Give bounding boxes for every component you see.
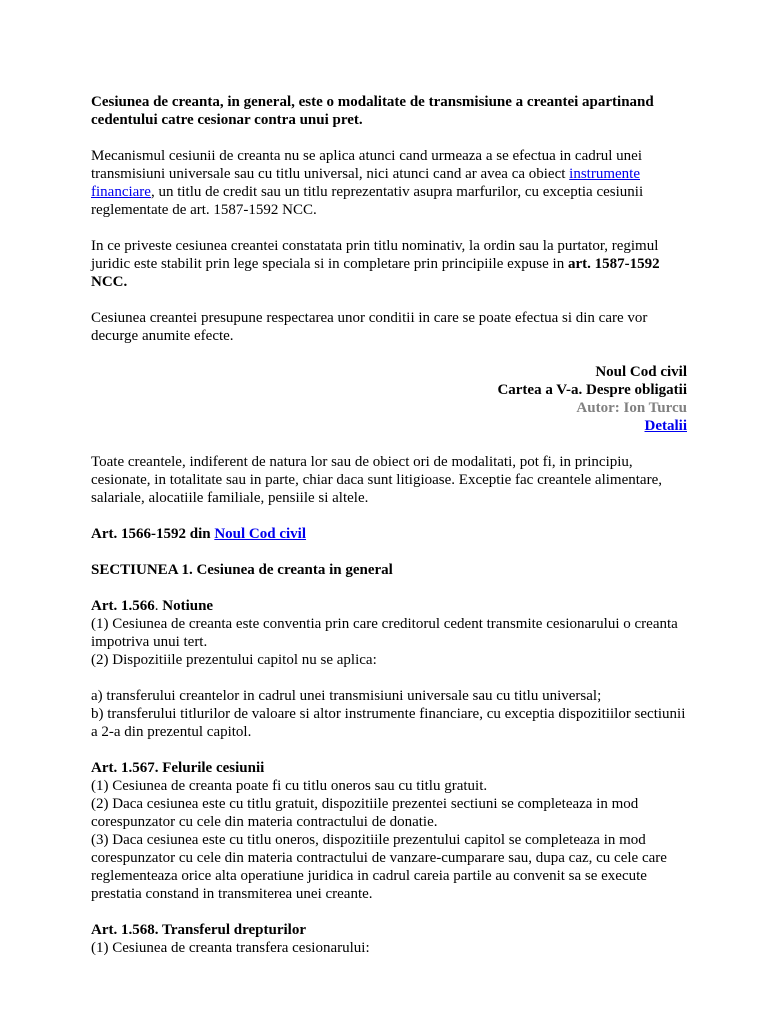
book-promo [91, 363, 687, 435]
article-1567-p1: (1) Cesiunea de creanta poate fi cu titlu oneros sau cu titlu gratuit. [91, 778, 488, 794]
article-1566 [91, 597, 687, 669]
intro-bold-text: Cesiunea de creanta, in general, este o modalitate de transmisiune a creantei apartinand cedentului catre cesionar contra unui pret. [91, 94, 654, 128]
scope-text-before: Mecanismul cesiunii de creanta nu se aplica atunci cand urmeaza a se efectua in cadrul unei transmisiuni universale sau cu titlu universal, nici atunci cand ar avea ca obiect [91, 148, 642, 182]
article-1567-p3: (3) Daca cesiunea este cu titlu oneros, dispozitiile prezentului capitol se completeaza in mod corespunzator cu cele din materia contractului de vanzare-cumparare sau, dupa caz, cu cele care reglementeaza orice alta operatiune juridica in cadrul careia partile au convenit sa se execute prestatia constand in transmiterea unei creante. [91, 832, 667, 902]
noul-cod-civil-link-label: Noul Cod civil [214, 526, 307, 542]
article-1566-sep: . [154, 598, 163, 614]
book-author: Autor: Ion Turcu [576, 400, 687, 416]
book-title: Noul Cod civil [595, 364, 687, 380]
exceptions-paragraph [91, 453, 687, 507]
article-1567-heading: Art. 1.567. Felurile cesiunii [91, 760, 265, 776]
article-1566-title: Notiune [162, 598, 214, 614]
details-link-label: Detalii [644, 418, 687, 434]
article-1567 [91, 759, 687, 903]
instrumente-financiare-link[interactable]: instrumente financiare [91, 166, 640, 200]
conditions-text: Cesiunea creantei presupune respectarea unor conditii in care se poate efectua si din care vor decurge anumite efecte. [91, 310, 648, 344]
conditions-paragraph [91, 309, 687, 345]
article-1566-p2: (2) Dispozitiile prezentului capitol nu se aplica: [91, 652, 377, 668]
section-title: SECTIUNEA 1. Cesiunea de creanta in general [91, 562, 393, 578]
section-heading [91, 561, 687, 579]
articles-ref-text: Art. 1566-1592 din [91, 526, 215, 542]
article-1566-item-a: a) transferului creantelor in cadrul unei transmisiuni universale sau cu titlu universal; [91, 688, 602, 704]
article-1566-heading [91, 597, 687, 615]
article-1566-list [91, 687, 687, 741]
scope-text-after: , un titlu de credit sau un titlu reprezentativ asupra marfurilor, cu exceptia cesiunii reglementate de art. 1587-1592 NCC. [91, 184, 644, 218]
intro-paragraph [91, 93, 687, 129]
regime-paragraph [91, 237, 687, 291]
article-1566-item-b: b) transferului titlurilor de valoare si altor instrumente financiare, cu exceptia dispozitiilor sectiunii a 2-a din prezentul capitol. [91, 706, 686, 740]
exceptions-text: Toate creantele, indiferent de natura lor sau de obiect ori de modalitati, pot fi, in principiu, cesionate, in totalitate sau in parte, chiar daca sunt litigioase. Exceptie fac creantele alimentare, salariale, alocatiile familiale, pensiile si altele. [91, 454, 662, 506]
document-body [91, 93, 687, 957]
article-1568 [91, 921, 687, 957]
article-1566-p1: (1) Cesiunea de creanta este conventia prin care creditorul cedent transmite cesionarului o creanta impotriva unui tert. [91, 616, 678, 650]
regime-text: In ce priveste cesiunea creantei constatata prin titlu nominativ, la ordin sau la purtator, regimul juridic este stabilit prin lege speciala si in completare prin principiile expuse in [91, 238, 659, 272]
articles-reference [91, 525, 687, 543]
article-1566-number: Art. 1.566 [91, 598, 155, 614]
article-1568-heading: Art. 1.568. Transferul drepturilor [91, 922, 306, 938]
regime-bold-ref: art. 1587-1592 NCC. [91, 256, 660, 290]
noul-cod-civil-link[interactable] [214, 526, 306, 542]
book-subtitle: Cartea a V-a. Despre obligatii [497, 382, 687, 398]
article-1568-p1: (1) Cesiunea de creanta transfera cesionarului: [91, 940, 370, 956]
article-1567-p2: (2) Daca cesiunea este cu titlu gratuit, dispozitiile prezentei sectiuni se completeaza in mod corespunzator cu cele din materia contractului de donatie. [91, 796, 639, 830]
scope-paragraph [91, 147, 687, 219]
details-link[interactable] [645, 418, 688, 434]
